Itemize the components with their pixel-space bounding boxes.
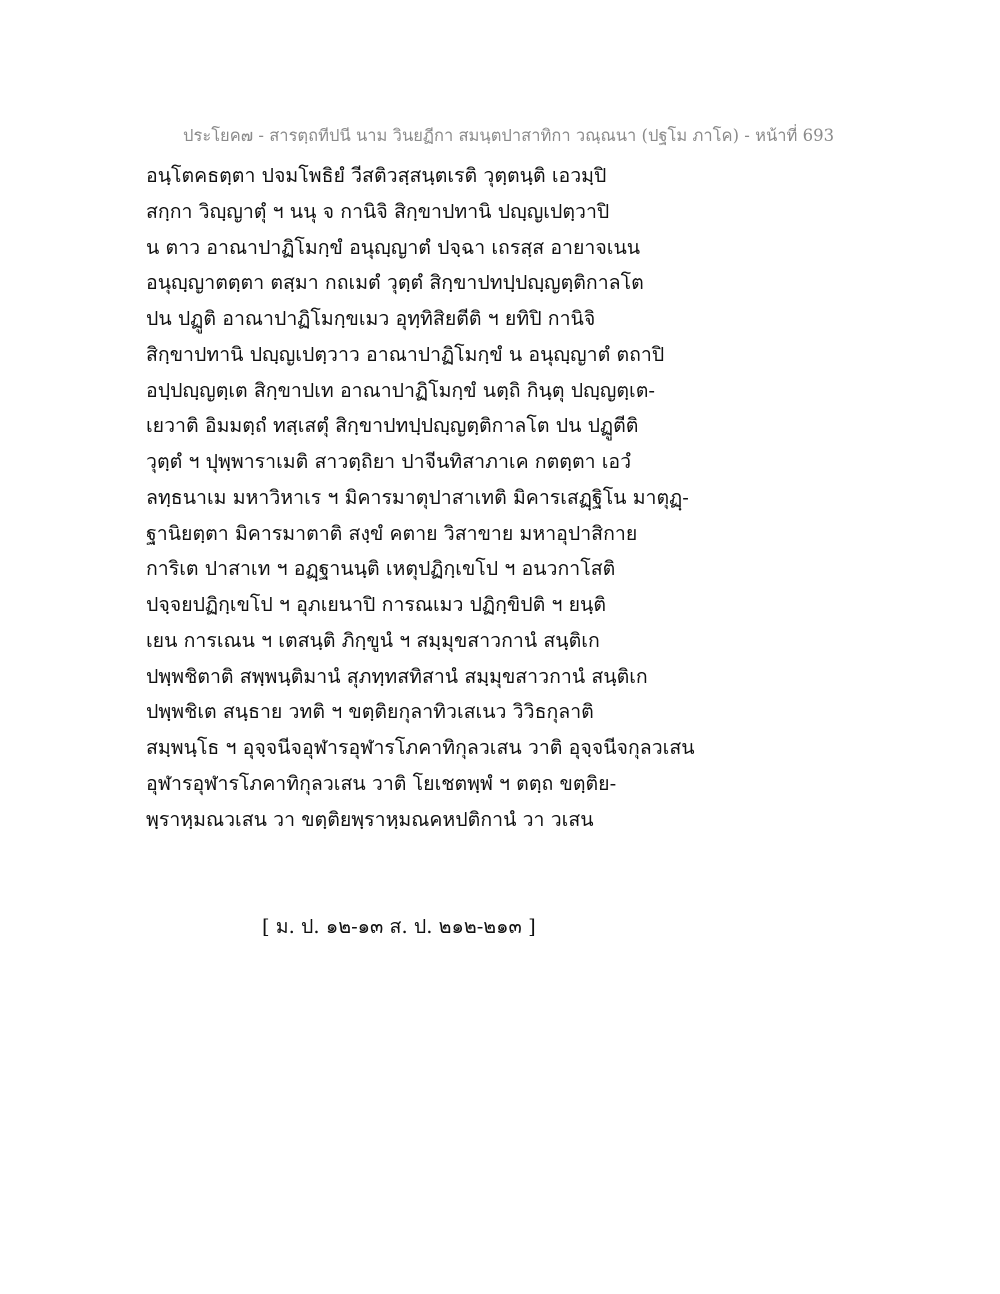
text-line: ปน ปฏูติ อาณาปาฏิโมกฺขเมว อุทฺทิสิยตีติ ฯ ยทิปิ กานิจิ xyxy=(146,307,596,330)
reference-citation: [ ม. ป. ๑๒-๑๓ ส. ป. ๒๑๒-๒๑๓ ] xyxy=(262,915,536,938)
text-line: ฐานิยตฺตา มิคารมาตาติ สงฺขํ คตาย วิสาขาย มหาอุปาสิกาย xyxy=(146,521,638,545)
text-line: สิกฺขาปทานิ ปญฺญเปตฺวาว อาณาปาฏิโมกฺขํ น อนุญฺญาตํ ตถาปิ xyxy=(146,342,665,366)
text-line: อนุญฺญาตตฺตา ตสฺมา กถเมตํ วุตฺตํ สิกฺขาปทปฺปญฺญตฺติกาลโต xyxy=(146,271,644,295)
text-line: อุฬารอุฬารโภคาทิกุลวเสน วาติ โยเชตพฺพํ ฯ ตตฺถ ขตฺติย- xyxy=(146,771,617,795)
text-line: ปพฺพชิเต สนฺธาย วทติ ฯ ขตฺติยกุลาทิวเสเนว วิวิธกุลาติ xyxy=(146,700,594,724)
text-line: อนฺโตคธตฺตา ปจมโพธิยํ วีสติวสฺสนฺตเรติ วุตฺตนฺติ เอวมฺปิ xyxy=(146,164,607,187)
page-header: ประโยค๗ - สารตฺถทีปนี นาม วินยฏีกา สมนฺตปาสาทิกา วณฺณนา (ปฐโม ภาโค) - หน้าที่ 693 xyxy=(183,126,835,145)
text-line: พฺราหฺมณวเสน วา ขตฺติยพฺราหฺมณคหปติกานํ วา วเสน xyxy=(146,807,594,831)
body-text xyxy=(146,158,866,837)
text-line: เยวาติ อิมมตฺถํ ทสฺเสตุํ สิกฺขาปทปฺปญฺญตฺติกาลโต ปน ปฏูตีติ xyxy=(146,414,639,438)
text-line: ปจฺจยปฏิกฺเขโป ฯ อุภเยนาปิ การณเมว ปฏิกฺขิปติ ฯ ยนฺติ xyxy=(146,593,607,616)
text-line: ปพฺพชิตาติ สพฺพนฺติมานํ สุภทฺทสทิสานํ สมฺมุขสาวกานํ สนฺติเก xyxy=(146,664,648,688)
text-line: อปฺปญฺญตฺเต สิกฺขาปเท อาณาปาฏิโมกฺขํ นตฺถิ กินฺตุ ปญฺญตฺเต- xyxy=(146,378,655,402)
text-line: สกฺกา วิญฺญาตุํ ฯ นนุ จ กานิจิ สิกฺขาปทานิ ปญฺญเปตฺวาปิ xyxy=(146,199,610,223)
text-line: ลทฺธนาเม มหาวิหาเร ฯ มิคารมาตุปาสาเทติ มิคารเสฏฺฐิโน มาตุฏฺ- xyxy=(146,485,689,509)
text-line: การิเต ปาสาเท ฯ อฏฺฐานนฺติ เหตุปฏิกฺเขโป ฯ อนวกาโสติ xyxy=(146,557,616,581)
text-line: น ตาว อาณาปาฏิโมกฺขํ อนุญฺญาตํ ปจฺฉา เถรสฺส อายาจเนน xyxy=(146,235,641,259)
text-line: เยน การเณน ฯ เตสนฺติ ภิกฺขูนํ ฯ สมฺมุขสาวกานํ สนฺติเก xyxy=(146,628,600,652)
text-line: สมฺพนฺโธ ฯ อุจฺจนีจอุฬารอุฬารโภคาทิกุลวเสน วาติ อุจฺจนีจกุลวเสน xyxy=(146,736,695,759)
text-line: วุตฺตํ ฯ ปุพฺพาราเมติ สาวตฺถิยา ปาจีนทิสาภาเค กตตฺตา เอวํ xyxy=(146,450,632,473)
